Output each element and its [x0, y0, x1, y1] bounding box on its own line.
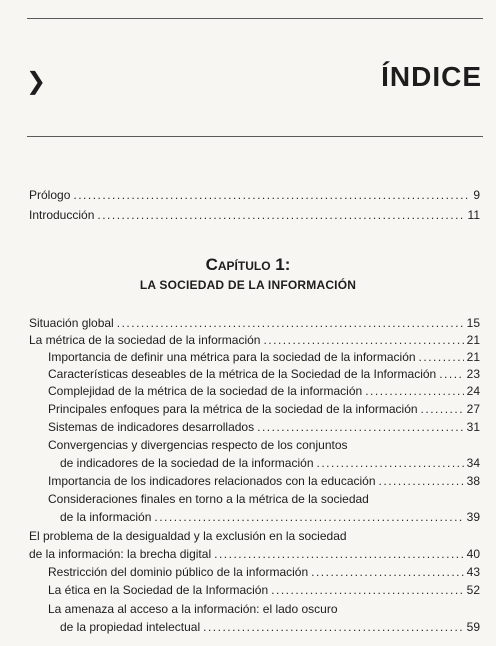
toc-page: 21 [466, 350, 480, 364]
leader-dots [214, 547, 464, 562]
leader-dots [263, 333, 463, 348]
toc-entry[interactable] [29, 333, 480, 348]
page-title: ÍNDICE [381, 61, 482, 92]
toc-label: de indicadores de la sociedad de la información [60, 456, 314, 470]
toc-label: Complejidad de la métrica de la sociedad de la información [48, 384, 363, 398]
toc-page: 11 [467, 208, 480, 222]
toc-label: La ética en la Sociedad de la Información [48, 583, 269, 597]
chevron-right-icon: ❯ [26, 68, 47, 95]
toc-page: 15 [466, 316, 480, 330]
leader-dots [154, 510, 463, 525]
toc-label: Restricción del dominio público de la información [48, 565, 309, 579]
header-rule [27, 136, 483, 137]
toc-page: 34 [466, 456, 480, 470]
leader-dots [257, 420, 464, 435]
toc-entry-line: Convergencias y divergencias respecto de los conjuntos [48, 438, 348, 452]
toc-entry-line: La amenaza al acceso a la información: el lado oscuro [48, 602, 338, 616]
chapter-title: LA SOCIEDAD DE LA INFORMACIÓN [139, 278, 357, 292]
toc-entry[interactable] [29, 316, 480, 331]
toc-entry[interactable] [29, 547, 480, 562]
toc-label: Importancia de definir una métrica para la sociedad de la información [48, 350, 416, 364]
toc-page: 24 [466, 384, 480, 398]
toc-entry[interactable] [60, 620, 480, 635]
toc-entry[interactable] [48, 474, 480, 489]
leader-dots [421, 402, 464, 417]
leader-dots [439, 367, 463, 382]
toc-entry[interactable] [48, 583, 480, 598]
leader-dots [117, 316, 464, 331]
toc-page: 52 [466, 583, 480, 597]
toc-label: Sistemas de indicadores desarrollados [48, 420, 255, 434]
toc-label: Prólogo [29, 188, 71, 202]
leader-dots [379, 474, 464, 489]
toc-entry[interactable] [60, 510, 480, 525]
toc-page: 21 [466, 333, 480, 347]
toc-entry[interactable] [60, 456, 480, 471]
toc-entry[interactable] [48, 384, 480, 399]
toc-page: 43 [466, 565, 480, 579]
toc-label: de la información: la brecha digital [29, 547, 212, 561]
toc-page: 9 [473, 188, 480, 202]
leader-dots [97, 208, 464, 223]
leader-dots [203, 620, 464, 635]
toc-page: 23 [466, 367, 480, 381]
toc-label: Principales enfoques para la métrica de la sociedad de la información [48, 402, 418, 416]
toc-page: 27 [466, 402, 480, 416]
toc-entry[interactable] [48, 350, 480, 365]
leader-dots [419, 350, 464, 365]
toc-page: 31 [466, 420, 480, 434]
toc-page: 39 [466, 510, 480, 524]
toc-page: 40 [466, 547, 480, 561]
toc-entry-line: Consideraciones finales en torno a la métrica de la sociedad [48, 492, 369, 506]
leader-dots [271, 583, 463, 598]
toc-label: La métrica de la sociedad de la información [29, 333, 261, 347]
chapter-number: Capítulo 1: [205, 255, 291, 274]
toc-page: 38 [466, 474, 480, 488]
toc-entry-prologo[interactable] [29, 188, 480, 203]
leader-dots [317, 456, 464, 471]
leader-dots [73, 188, 470, 203]
toc-label: Introducción [29, 208, 95, 222]
toc-label: Situación global [29, 316, 114, 330]
leader-dots [311, 565, 464, 580]
toc-entry-introduccion[interactable] [29, 208, 480, 223]
toc-entry[interactable] [48, 565, 480, 580]
toc-entry-line: El problema de la desigualdad y la exclusión en la sociedad [29, 529, 347, 543]
toc-entry[interactable] [48, 402, 480, 417]
toc-label: Importancia de los indicadores relacionados con la educación [48, 474, 376, 488]
leader-dots [365, 384, 463, 399]
toc-label: Características deseables de la métrica de la Sociedad de la Información [48, 367, 437, 381]
toc-label: de la propiedad intelectual [60, 620, 201, 634]
toc-page: 59 [466, 620, 480, 634]
toc-label: de la información [60, 510, 152, 524]
top-rule [27, 18, 483, 19]
toc-entry[interactable] [48, 367, 480, 382]
toc-entry[interactable] [48, 420, 480, 435]
